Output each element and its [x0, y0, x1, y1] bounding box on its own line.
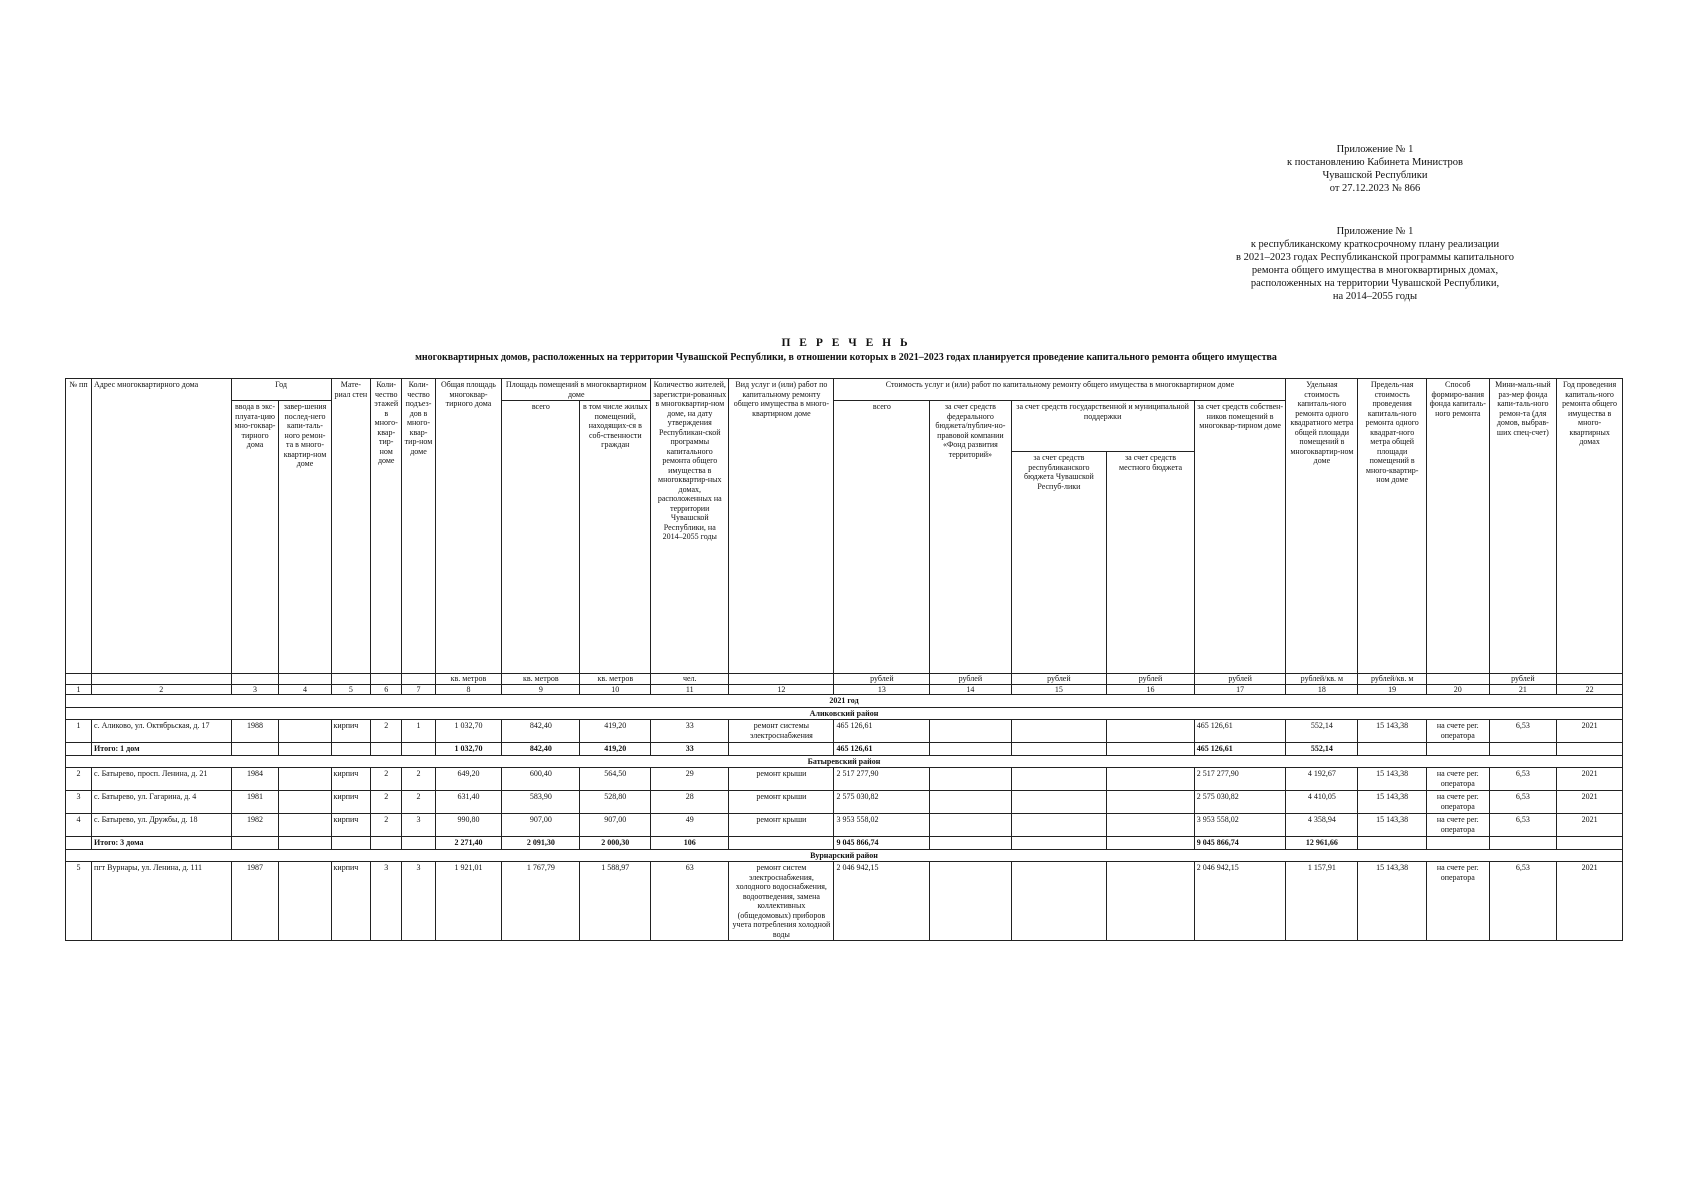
year-section-row	[66, 695, 1623, 708]
citizens-area-cell: 907,00	[580, 814, 651, 837]
header-cost-federal: за счет средств федерального бюджета/публич-но-правовой компании «Фонд развития территорий»	[930, 401, 1011, 674]
min-contrib-cell: 6,53	[1489, 814, 1557, 837]
column-number: 16	[1107, 684, 1194, 695]
header-unit-cost: Удельная стоимость капиталь-ного ремонта одного квадратного метра общей площади помещений в многоквартир-ном доме	[1286, 379, 1358, 674]
limit-cost-cell: 15 143,38	[1358, 768, 1427, 791]
row-number: 4	[66, 814, 92, 837]
column-number: 21	[1489, 684, 1557, 695]
last-repair-cell	[279, 720, 331, 743]
total-citizens-area: 2 000,30	[580, 837, 651, 850]
address-cell: пгт Вурнары, ул. Ленина, д. 111	[92, 862, 232, 941]
year-cell: 1982	[231, 814, 279, 837]
cost-total-cell: 2 575 030,82	[834, 791, 930, 814]
appendix-line: ремонта общего имущества в многоквартирных домах,	[1251, 265, 1499, 276]
cost-federal-cell	[930, 720, 1011, 743]
works-cell: ремонт крыши	[729, 814, 834, 837]
area-cell: 649,20	[435, 768, 502, 791]
unit-cell	[331, 674, 371, 685]
total-citizens-area: 419,20	[580, 743, 651, 756]
residents-cell: 28	[651, 791, 729, 814]
fund-method-cell: на счете рег. оператора	[1427, 768, 1489, 791]
unit-cell	[402, 674, 435, 685]
units-row	[66, 674, 1623, 685]
column-number: 12	[729, 684, 834, 695]
header-cost-republic: за счет средств республиканского бюджета Чувашской Респуб-лики	[1011, 452, 1107, 674]
total-residents: 33	[651, 743, 729, 756]
header-premises-citizens: в том числе жилых помещений, находящих-ся в соб-ственности граждан	[580, 401, 651, 674]
column-numbers-row	[66, 684, 1623, 695]
cost-total-cell: 3 953 558,02	[834, 814, 930, 837]
table-cell	[331, 837, 371, 850]
area-cell: 631,40	[435, 791, 502, 814]
title-heading: П Е Р Е Ч Е Н Ь	[781, 337, 911, 349]
limit-cost-cell: 15 143,38	[1358, 814, 1427, 837]
header-cost-state: за счет средств государственной и муниципальной поддержки	[1011, 401, 1194, 452]
row-number: 2	[66, 768, 92, 791]
table-cell	[930, 837, 1011, 850]
header-cost-owners: за счет средств собствен-ников помещений в многоквар-тирном доме	[1194, 401, 1286, 674]
document-title	[0, 337, 1692, 363]
premises-cell: 600,40	[502, 768, 580, 791]
column-number: 20	[1427, 684, 1489, 695]
unit-cost-cell: 4 358,94	[1286, 814, 1358, 837]
header-works: Вид услуг и (или) работ по капитальному ремонту общего имущества в много-квартирном доме	[729, 379, 834, 674]
table-cell	[279, 743, 331, 756]
table-cell	[930, 743, 1011, 756]
header-limit-cost: Предель-ная стоимость проведения капиталь-ного ремонта одного квадрат-ного метра общей площади помещений в много-квартир-ном доме	[1358, 379, 1427, 674]
entrances-cell: 1	[402, 720, 435, 743]
table-cell	[1011, 837, 1107, 850]
header-residents: Количество жителей, зарегистри-рованных в многоквартир-ном доме, на дату утверждения Республикан-ской программы капитального ремонта общего имущества в многоквартир-ных домах, расположенных на территории Чувашской Республики, на 2014–2055 годы	[651, 379, 729, 674]
unit-cell	[231, 674, 279, 685]
header-year: Год	[231, 379, 331, 401]
appendix-line: к постановлению Кабинета Министров	[1287, 157, 1463, 168]
table-row	[66, 791, 1623, 814]
material-cell: кирпич	[331, 768, 371, 791]
limit-cost-cell: 15 143,38	[1358, 720, 1427, 743]
premises-cell: 583,90	[502, 791, 580, 814]
district-name: Батыревский район	[66, 755, 1623, 768]
column-number: 4	[279, 684, 331, 695]
floors-cell: 3	[371, 862, 402, 941]
table-cell	[1427, 743, 1489, 756]
last-repair-cell	[279, 814, 331, 837]
min-contrib-cell: 6,53	[1489, 720, 1557, 743]
unit-cell: рублей	[834, 674, 930, 685]
year-cell: 1981	[231, 791, 279, 814]
table-row	[66, 768, 1623, 791]
table-row	[66, 862, 1623, 941]
district-section-row	[66, 707, 1623, 720]
works-cell: ремонт системы электроснабжения	[729, 720, 834, 743]
residents-cell: 29	[651, 768, 729, 791]
district-name: Вурнарский район	[66, 849, 1623, 862]
appendix-1-header	[1250, 143, 1500, 195]
column-number: 10	[580, 684, 651, 695]
district-section-row	[66, 849, 1623, 862]
unit-cost-cell: 4 410,05	[1286, 791, 1358, 814]
title-subheading: многоквартирных домов, расположенных на территории Чувашской Республики, в отношении которых в 2021–2023 годах планируется проведение капитального ремонта общего имущества	[415, 352, 1277, 363]
unit-cell	[371, 674, 402, 685]
column-number: 3	[231, 684, 279, 695]
header-num: № пп	[66, 379, 92, 674]
total-owners: 465 126,61	[1194, 743, 1286, 756]
year-cell: 1988	[231, 720, 279, 743]
floors-cell: 2	[371, 814, 402, 837]
fund-method-cell: на счете рег. оператора	[1427, 720, 1489, 743]
table-cell	[1489, 837, 1557, 850]
cost-federal-cell	[930, 791, 1011, 814]
residents-cell: 63	[651, 862, 729, 941]
limit-cost-cell: 15 143,38	[1358, 791, 1427, 814]
citizens-area-cell: 419,20	[580, 720, 651, 743]
cost-local-cell	[1107, 814, 1194, 837]
address-cell: с. Батырево, просп. Ленина, д. 21	[92, 768, 232, 791]
district-total-row	[66, 837, 1623, 850]
total-owners: 9 045 866,74	[1194, 837, 1286, 850]
table-cell	[1011, 743, 1107, 756]
column-number: 8	[435, 684, 502, 695]
cost-republic-cell	[1011, 720, 1107, 743]
unit-cell	[729, 674, 834, 685]
address-cell: с. Батырево, ул. Дружбы, д. 18	[92, 814, 232, 837]
area-cell: 1 032,70	[435, 720, 502, 743]
residents-cell: 49	[651, 814, 729, 837]
cost-republic-cell	[1011, 791, 1107, 814]
unit-cell	[92, 674, 232, 685]
year-cell: 1984	[231, 768, 279, 791]
address-cell: с. Аликово, ул. Октябрьская, д. 17	[92, 720, 232, 743]
column-number: 1	[66, 684, 92, 695]
unit-cell: кв. метров	[580, 674, 651, 685]
address-cell: с. Батырево, ул. Гагарина, д. 4	[92, 791, 232, 814]
header-min-contrib: Мини-маль-ный раз-мер фонда капи-таль-ного ремон-та (для домов, выбрав-ших спец-счет)	[1489, 379, 1557, 674]
table-cell	[371, 743, 402, 756]
year-section-label: 2021 год	[66, 695, 1623, 708]
column-number: 18	[1286, 684, 1358, 695]
table-cell	[331, 743, 371, 756]
header-cost-total: всего	[834, 401, 930, 674]
repair-year-cell: 2021	[1557, 720, 1623, 743]
appendix-line: Приложение № 1	[1336, 226, 1414, 237]
area-cell: 1 921,01	[435, 862, 502, 941]
table-cell	[66, 837, 92, 850]
table-cell	[1557, 837, 1623, 850]
total-label: Итого: 3 дома	[92, 837, 232, 850]
limit-cost-cell: 15 143,38	[1358, 862, 1427, 941]
header-premises-total: всего	[502, 401, 580, 674]
district-total-row	[66, 743, 1623, 756]
last-repair-cell	[279, 862, 331, 941]
repair-year-cell: 2021	[1557, 814, 1623, 837]
total-area: 2 271,40	[435, 837, 502, 850]
district-section-row	[66, 755, 1623, 768]
material-cell: кирпич	[331, 814, 371, 837]
unit-cell: рублей	[1107, 674, 1194, 685]
residents-cell: 33	[651, 720, 729, 743]
floors-cell: 2	[371, 720, 402, 743]
header-repair-year: Год проведения капиталь-ного ремонта общего имущества в много-квартирных домах	[1557, 379, 1623, 674]
cost-total-cell: 465 126,61	[834, 720, 930, 743]
works-cell: ремонт крыши	[729, 768, 834, 791]
cost-local-cell	[1107, 862, 1194, 941]
header-total-area: Общая площадь многоквар-тирного дома	[435, 379, 502, 674]
cost-federal-cell	[930, 862, 1011, 941]
table-cell	[402, 743, 435, 756]
table-cell	[1557, 743, 1623, 756]
table-cell	[1489, 743, 1557, 756]
header-floors: Коли-чество этажей в много-квар-тир-ном доме	[371, 379, 402, 674]
unit-cell	[279, 674, 331, 685]
cost-local-cell	[1107, 768, 1194, 791]
entrances-cell: 3	[402, 862, 435, 941]
appendix-line: Чувашской Республики	[1322, 170, 1428, 181]
column-number: 22	[1557, 684, 1623, 695]
total-cost: 465 126,61	[834, 743, 930, 756]
min-contrib-cell: 6,53	[1489, 862, 1557, 941]
material-cell: кирпич	[331, 862, 371, 941]
unit-cell: рублей	[1011, 674, 1107, 685]
total-premises: 842,40	[502, 743, 580, 756]
table-cell	[279, 837, 331, 850]
column-number: 13	[834, 684, 930, 695]
min-contrib-cell: 6,53	[1489, 791, 1557, 814]
unit-cell	[1427, 674, 1489, 685]
column-number: 5	[331, 684, 371, 695]
repair-year-cell: 2021	[1557, 768, 1623, 791]
cost-republic-cell	[1011, 814, 1107, 837]
cost-local-cell	[1107, 791, 1194, 814]
entrances-cell: 3	[402, 814, 435, 837]
table-cell	[231, 743, 279, 756]
column-number: 11	[651, 684, 729, 695]
column-number: 9	[502, 684, 580, 695]
appendix-line: расположенных на территории Чувашской Республики,	[1250, 278, 1500, 289]
cost-total-cell: 2 046 942,15	[834, 862, 930, 941]
last-repair-cell	[279, 791, 331, 814]
table-cell	[66, 743, 92, 756]
appendix-line: Приложение № 1	[1336, 144, 1414, 155]
table-cell	[1358, 837, 1427, 850]
header-cost: Стоимость услуг и (или) работ по капитальному ремонту общего имущества в многоквартирном доме	[834, 379, 1286, 401]
unit-cell: рублей	[1194, 674, 1286, 685]
works-cell: ремонт систем электроснабжения, холодного водоснабжения, водоотведения, замена коллективных (общедомовых) приборов учета потребления холодной воды	[729, 862, 834, 941]
cost-owners-cell: 2 517 277,90	[1194, 768, 1286, 791]
citizens-area-cell: 528,80	[580, 791, 651, 814]
table-cell	[1107, 837, 1194, 850]
premises-cell: 842,40	[502, 720, 580, 743]
unit-cost-cell: 552,14	[1286, 720, 1358, 743]
cost-republic-cell	[1011, 768, 1107, 791]
column-number: 17	[1194, 684, 1286, 695]
last-repair-cell	[279, 768, 331, 791]
table-cell	[371, 837, 402, 850]
table-row	[66, 814, 1623, 837]
unit-cell: рублей/кв. м	[1286, 674, 1358, 685]
column-number: 2	[92, 684, 232, 695]
table-cell	[1358, 743, 1427, 756]
unit-cell: рублей	[1489, 674, 1557, 685]
year-cell: 1987	[231, 862, 279, 941]
column-number: 15	[1011, 684, 1107, 695]
header-address: Адрес многоквартирного дома	[92, 379, 232, 674]
premises-cell: 907,00	[502, 814, 580, 837]
column-number: 14	[930, 684, 1011, 695]
total-unit-cost: 552,14	[1286, 743, 1358, 756]
unit-cell: рублей	[930, 674, 1011, 685]
total-residents: 106	[651, 837, 729, 850]
appendix-line: на 2014–2055 годы	[1332, 291, 1418, 302]
unit-cost-cell: 4 192,67	[1286, 768, 1358, 791]
material-cell: кирпич	[331, 791, 371, 814]
row-number: 1	[66, 720, 92, 743]
appendix-line: в 2021–2023 годах Республиканской программы капитального	[1236, 252, 1514, 263]
column-number: 19	[1358, 684, 1427, 695]
cost-total-cell: 2 517 277,90	[834, 768, 930, 791]
total-unit-cost: 12 961,66	[1286, 837, 1358, 850]
fund-method-cell: на счете рег. оператора	[1427, 791, 1489, 814]
header-year-commission: ввода в экс-плуата-цию мно-гоквар-тирного дома	[231, 401, 279, 674]
unit-cell: кв. метров	[435, 674, 502, 685]
header-material: Мате-риал стен	[331, 379, 371, 674]
header-row-1	[66, 379, 1623, 401]
area-cell: 990,80	[435, 814, 502, 837]
table-cell	[231, 837, 279, 850]
table-cell	[729, 743, 834, 756]
fund-method-cell: на счете рег. оператора	[1427, 814, 1489, 837]
fund-method-cell: на счете рег. оператора	[1427, 862, 1489, 941]
table-row	[66, 720, 1623, 743]
header-fund-method: Способ формиро-вания фонда капиталь-ного ремонта	[1427, 379, 1489, 674]
citizens-area-cell: 564,50	[580, 768, 651, 791]
total-cost: 9 045 866,74	[834, 837, 930, 850]
header-year-last: завер-шения послед-него капи-таль-ного ремон-та в много-квартир-ном доме	[279, 401, 331, 674]
total-label: Итого: 1 дом	[92, 743, 232, 756]
works-cell: ремонт крыши	[729, 791, 834, 814]
cost-republic-cell	[1011, 862, 1107, 941]
entrances-cell: 2	[402, 768, 435, 791]
floors-cell: 2	[371, 791, 402, 814]
column-number: 6	[371, 684, 402, 695]
premises-cell: 1 767,79	[502, 862, 580, 941]
table-cell	[1107, 743, 1194, 756]
cost-owners-cell: 465 126,61	[1194, 720, 1286, 743]
min-contrib-cell: 6,53	[1489, 768, 1557, 791]
cost-owners-cell: 3 953 558,02	[1194, 814, 1286, 837]
header-premises-area: Площадь помещений в многоквартирном доме	[502, 379, 651, 401]
unit-cell	[66, 674, 92, 685]
row-number: 3	[66, 791, 92, 814]
cost-federal-cell	[930, 814, 1011, 837]
total-area: 1 032,70	[435, 743, 502, 756]
floors-cell: 2	[371, 768, 402, 791]
citizens-area-cell: 1 588,97	[580, 862, 651, 941]
cost-local-cell	[1107, 720, 1194, 743]
unit-cell	[1557, 674, 1623, 685]
unit-cell: чел.	[651, 674, 729, 685]
unit-cost-cell: 1 157,91	[1286, 862, 1358, 941]
column-number: 7	[402, 684, 435, 695]
appendix-2-header	[1205, 225, 1545, 303]
material-cell: кирпич	[331, 720, 371, 743]
repair-year-cell: 2021	[1557, 791, 1623, 814]
total-premises: 2 091,30	[502, 837, 580, 850]
cost-federal-cell	[930, 768, 1011, 791]
table-body	[66, 379, 1623, 941]
appendix-line: от 27.12.2023 № 866	[1329, 183, 1421, 194]
unit-cell: рублей/кв. м	[1358, 674, 1427, 685]
unit-cell: кв. метров	[502, 674, 580, 685]
district-name: Аликовский район	[66, 707, 1623, 720]
row-number: 5	[66, 862, 92, 941]
header-cost-local: за счет средств местного бюджета	[1107, 452, 1194, 674]
repair-year-cell: 2021	[1557, 862, 1623, 941]
cost-owners-cell: 2 575 030,82	[1194, 791, 1286, 814]
repair-list-table	[65, 378, 1623, 941]
entrances-cell: 2	[402, 791, 435, 814]
header-entrances: Коли-чество подъез-дов в много-квар-тир-ном доме	[402, 379, 435, 674]
table-cell	[402, 837, 435, 850]
cost-owners-cell: 2 046 942,15	[1194, 862, 1286, 941]
table-cell	[1427, 837, 1489, 850]
appendix-line: к республиканскому краткосрочному плану реализации	[1250, 239, 1500, 250]
table-cell	[729, 837, 834, 850]
